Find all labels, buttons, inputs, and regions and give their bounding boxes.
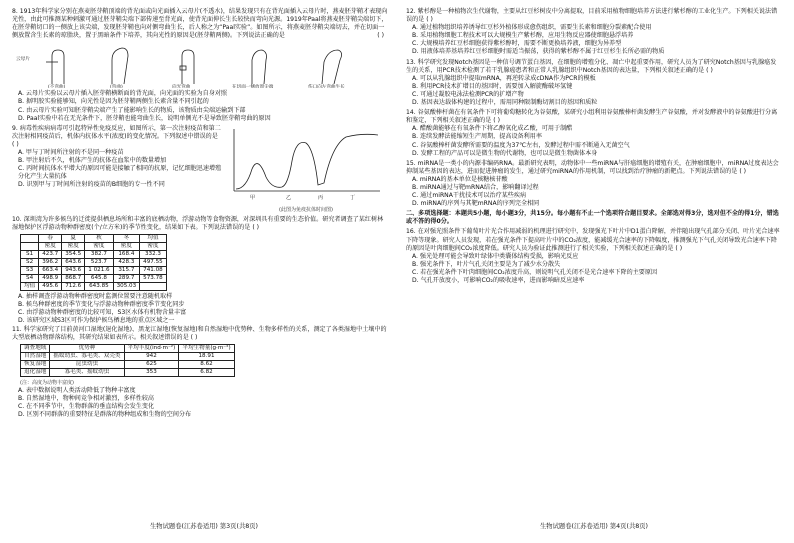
option-a: A. 醋酸菌能够在有氧条件下将乙醇氧化成乙酸，可用于制醋: [412, 125, 573, 133]
option-a: A. 甲与丁时间所注射的不是同一种疫苗: [18, 149, 124, 157]
sub-density: 密度: [62, 243, 85, 251]
question-stem: 9. 病毒性疾病病毒可引起特异性免疫反应，如图所示，第一次注射疫苗和第二次注射相同疫苗后，机体内抗体水平(浓度)的变化情况。下列叙述中错误的是: [12, 124, 221, 140]
table-row: 恢复湿地 昆虫幼虫 625 8.62: [21, 360, 235, 368]
chart-caption: (此图为免疫抗体时间图): [279, 206, 333, 213]
fig-label-bend: (弯曲): [110, 85, 123, 89]
tick-ding: 丁: [350, 194, 356, 201]
question-8: [12, 8, 388, 40]
question-stem: 16. 在对强光照条件下葡萄叶片光合作用减弱的机理进行研究中，发现强光下叶片中D1蛋白降解，并伴随出现气孔部分关闭、叶片光合速率下降等现象。研究人员发现，若在强光条件下提高叶片中的CO₂浓度，能减缓光合速率的下降幅度，推测强光下气孔关闭导致光合速率下降的原因是叶肉细胞间CO₂浓度降低。研究人员为验证此推测进行了相关实验，下列相关叙述正确的是: [406, 228, 780, 252]
answer-bracket: ( ): [706, 66, 713, 74]
question-16: [406, 228, 782, 285]
fig-label-bend-left: 伤口向左弯曲生长: [308, 85, 345, 89]
answer-bracket: ( ): [426, 16, 433, 24]
fig-label-mica: 云母片: [16, 57, 30, 63]
answer-bracket: ( ): [739, 167, 747, 175]
option-b: B. 利用PCR技术扩增目的基因时，需要加入解旋酶破坏氢键: [412, 82, 573, 90]
answer-bracket: ( ): [252, 224, 260, 232]
option-b: B. 强光条件下，叶片气孔关闭主要是为了减少水分散失: [412, 260, 561, 268]
option-c: C. 通过miRNA干扰技术可以治疗某些疾病: [412, 192, 527, 200]
table-header-row: 调查地域 优势种 平均丰度(ind·m⁻²) 平均生物量(g·m⁻²): [21, 344, 235, 352]
answer-bracket: ( ): [493, 117, 500, 125]
question-stem: 12. 紫杉醇是一种植物次生代谢物，主要从红豆杉树皮中分离提取，目前采用植物细胞培养方法进行紫杉醇的工业化生产。下列相关说法错误的是: [406, 8, 778, 24]
option-d: D. miRNA的序列与其靶mRNA的序列完全相同: [412, 200, 540, 208]
fig-label-tip-on-cut: 在切面一侧放置尖端: [232, 85, 274, 89]
question-stem: 13. 科学研究发现Notch基因是一种信号调节蛋白基因，在细胞的增殖分化、凋亡中起重要作用，研究人员为了研究Notch基因与乳腺癌发生的关系，用PCR技术检测了若干乳腺癌患者和正常人乳腺组织中Notch基因的表达量，下列相关叙述正确的是: [406, 58, 777, 74]
table-row: S1 423.7 354.5 382.7 168.4 332.3: [21, 251, 167, 259]
option-c: C. 在不同季节中，生物群落的垂直结构会发生变化: [18, 402, 155, 410]
table-row: 自然湿地 摇蚊幼虫、寡毛类、双壳类 942 18.91: [21, 352, 235, 360]
question-stem: 10. 深圳湾为许多候鸟的迁徙提供栖息场所和丰富的底栖动物，浮游动物等食物资源，对深圳具有重要的生态价值。研究者调查了某红树林湿地保护区浮游动物种群密度(个/立方米)的季节性变化，结果如下表。下列说法错误的是: [12, 215, 384, 232]
sub-density: 密度: [85, 243, 113, 251]
question-11: [12, 326, 388, 342]
section-heading: 二、多项选择题：本题共5小题，每小题3分，共15分。每小题有不止一个选项符合题目要求。全部选对得3分，选对但不全的得1分，错选或不答的得0分。: [406, 210, 779, 226]
question-10: [12, 216, 388, 232]
option-b: B. 连续发酵法能缩短生产周期，提高设备利用率: [412, 133, 542, 141]
question-stem: 11. 科学家研究了目前黄河口湿地(退化湿地)、黑龙江湿地(恢复湿地)和自然湿地中优势种、生物多样性的关系，测定了各类湿地中土壤中的大型底栖动物群落结构，其研究结果如表所示。相关叙述错误的是: [12, 325, 387, 341]
option-c: C. 大规模培养红豆杉细胞获得紫杉醇时，需要不断更换培养液，细胞为异养型: [412, 40, 622, 48]
right-column: [406, 8, 782, 287]
option-d: D. 用液体培养基培养红豆杉细胞时需适当振荡，获得的紫杉醇不属于红豆杉生长所必需的物质: [412, 48, 665, 56]
question-10-options: [12, 293, 388, 325]
plankton-table: [20, 234, 167, 291]
option-b: B. 据明胶实验能够知，向光性是因为胚芽鞘两侧生长素含量不同引起的: [18, 98, 209, 106]
tick-yi: 乙: [286, 194, 292, 201]
option-b: B. 甲注射后不久，机体产生的抗体在血浆中的数量增加: [18, 157, 167, 165]
coleoptile-figure: [12, 42, 388, 88]
option-b: B. 自然湿地中，物种间竞争相对激烈，多样性较高: [18, 394, 155, 402]
question-12: [406, 8, 782, 57]
sub-density: 密度: [140, 243, 167, 251]
option-c: C. 丙时间抗体水平增大的原因可能是接触了相同的抗原，记忆细胞迅速增殖分化产生大量抗体: [18, 165, 222, 181]
question-stem: 15. miRNA是一类小的内源非编码RNA。最新研究表明，动物体中一些miRNA与肝癌细胞的增殖有关，在肿瘤细胞中，miRNA过度表达会抑制某些基因的表达，进而促进肿瘤的发生，通过研究miRNA的作用机制，可以找到治疗肿瘤的新靶点。下列说法错误的是: [406, 159, 779, 175]
question-11-options: [12, 387, 388, 419]
table-note: (注：高度为动物丰富度): [20, 379, 74, 386]
question-8-options: [12, 90, 388, 122]
left-column: [12, 8, 388, 419]
col-mean: 均值: [140, 235, 167, 243]
table-row: 均值 495.6 712.6 643.85 305.03: [21, 283, 167, 291]
option-b: B. 候鸟种群密度的季节变化与浮游动物种群密度季节变化同步: [18, 301, 185, 309]
question-stem: 14. 谷氨酸棒杆菌在有氧条件下可将葡萄糖转化为谷氨酸，某研究小组利用谷氨酸棒杆菌发酵生产谷氨酸，并对发酵液中的谷氨酸进行分离和鉴定，下列相关叙述正确的是: [406, 109, 778, 125]
table-corner: [21, 235, 39, 243]
fig-label-no-bend: (不弯曲): [48, 85, 66, 89]
question-14: [406, 109, 782, 158]
col-autumn: 秋: [85, 235, 113, 243]
sub-density: 密度: [113, 243, 140, 251]
table-header-row: [21, 235, 167, 243]
table-sub-row: [21, 243, 167, 251]
col-winter: 冬: [113, 235, 140, 243]
question-9-text: [12, 125, 222, 214]
page-footer-right: 生物试题卷(江苏卷适用) 第4页(共8页): [540, 523, 648, 530]
option-c: C. 若在强光条件下叶肉细胞间CO₂浓度升高，则说明气孔关闭不是光合速率下降的主要原因: [412, 268, 658, 276]
option-d: D. Paal实验中若在无光条件下，胚芽鞘也能弯曲生长，说明单侧光不是导致胚芽鞘弯曲的原因: [18, 114, 271, 122]
option-a: A. 强光处理可能会导致叶绿体中类囊体结构受损，影响光反应: [412, 252, 579, 260]
sub-density: 密度: [39, 243, 62, 251]
page-footer-left: 生物试题卷(江苏卷适用) 第3页(共8页): [150, 523, 258, 530]
table-row: S2 396.2 643.6 523.7 428.3 497.55: [21, 259, 167, 267]
question-13: [406, 59, 782, 108]
tick-jia: 甲: [250, 194, 256, 201]
question-15: [406, 160, 782, 209]
option-a: A. 可以从乳腺组织中提取mRNA，再逆转录成cDNA作为PCR的模板: [412, 74, 596, 82]
option-b: B. miRNA通过与靶mRNA结合，影响翻译过程: [412, 183, 539, 191]
option-a: A. 云母片实验以云母片插入胚芽鞘横断面的背光面，向光面的实验为自身对照: [18, 90, 228, 98]
question-9: [12, 125, 388, 214]
table-row: S4 498.9 868.7 645.8 289.7 573.78: [21, 275, 167, 283]
option-c: C. 可通过凝胶电泳法检测PCR的扩增产物: [412, 90, 524, 98]
col-summer: 夏: [62, 235, 85, 243]
option-a: A. 表中数据说明人类活动降低了物种丰富度: [18, 386, 136, 394]
answer-bracket: ( ): [12, 140, 19, 148]
option-d: D. 区别不同群落的重要特征是群落的物种组成和生物的空间分布: [18, 411, 192, 419]
option-c: C. 由云母片实验可知胚芽鞘尖端产生了能影响生长的物质，该物质由尖端运输到下部: [18, 106, 246, 114]
option-c: C. 谷氨酸棒杆菌发酵所需要的温度为37℃左右，发酵过程中需不断通入无菌空气: [412, 141, 630, 149]
table-row: 退化湿地 寡毛类、摇蚊幼虫 353 6.82: [21, 368, 235, 376]
answer-bracket: ( ): [377, 32, 384, 40]
tick-bing: 丙: [318, 194, 324, 201]
option-a: A. 抽样调查浮游动物种群密度时监测位置要注意随机取样: [18, 293, 173, 301]
coleoptile-diagram: [12, 42, 388, 88]
question-stem: 8. 1913年科学家分别在燕麦胚芽鞘顶端的背光面或向光面插入云母片(不透水)，结果发现只有在背光面插入云母片时，燕麦胚芽鞘才表现向光性，由此可推测某种刺激可通过胚芽鞘尖端下部传递至背光面，使背光面伸长生长较快而弯向光源。1919年Paal将燕麦胚芽鞘尖端切下，在胚芽鞘切口的一侧放上该尖端，发现胚芽鞘也向对侧弯曲生长，后人称之为“Paal实验”。如图所示，将燕麦胚芽鞘尖端切去，并在切面一侧放置含生长素的琼脂块，置于黑暗条件下培养，其向光性的原因是(胚芽鞘两侧)。下列说法正确的是: [12, 8, 388, 40]
wetland-table: [20, 344, 235, 377]
option-d: D. 识别甲与丁时间所注射的疫苗的B细胞的专一性不同: [18, 181, 165, 189]
option-d: D. 气孔开放度小，可影响CO₂的吸收速率，进而影响暗反应速率: [412, 277, 585, 284]
option-d: D. 发酵工程的产品可以是微生物的代谢物，也可以是微生物菌体本身: [412, 149, 598, 157]
table-row: S3 663.4 943.6 1 021.6 315.7 741.08: [21, 267, 167, 275]
fig-label-phototropic: 向光弯曲: [172, 85, 191, 89]
option-c: C. 由浮游动物种群密度的比较可知，S3区水体有机物含量丰富: [18, 309, 187, 317]
col-spring: 春: [39, 235, 62, 243]
option-b: B. 采用植物细胞工程技术可以大规模生产紫杉醇，应用生物反应器使细胞悬浮培养: [412, 32, 634, 40]
antibody-chart: [226, 125, 386, 214]
option-d: D. 该研究区域S3区可作为保护候鸟栖息地的重点区域之一: [18, 317, 175, 325]
option-a: A. miRNA的基本单位是核糖核苷酸: [412, 175, 508, 183]
antibody-curve: [226, 125, 384, 203]
option-a: A. 通过植物组织培养诱导红豆杉外植体形成愈伤组织，需要生长素和细胞分裂素配合使用: [412, 24, 652, 32]
option-d: D. 基因表达载体构建的过程中，需用同种限制酶切割目的基因和质粒: [412, 99, 598, 107]
answer-bracket: ( ): [190, 333, 198, 341]
answer-bracket: ( ): [675, 244, 683, 252]
